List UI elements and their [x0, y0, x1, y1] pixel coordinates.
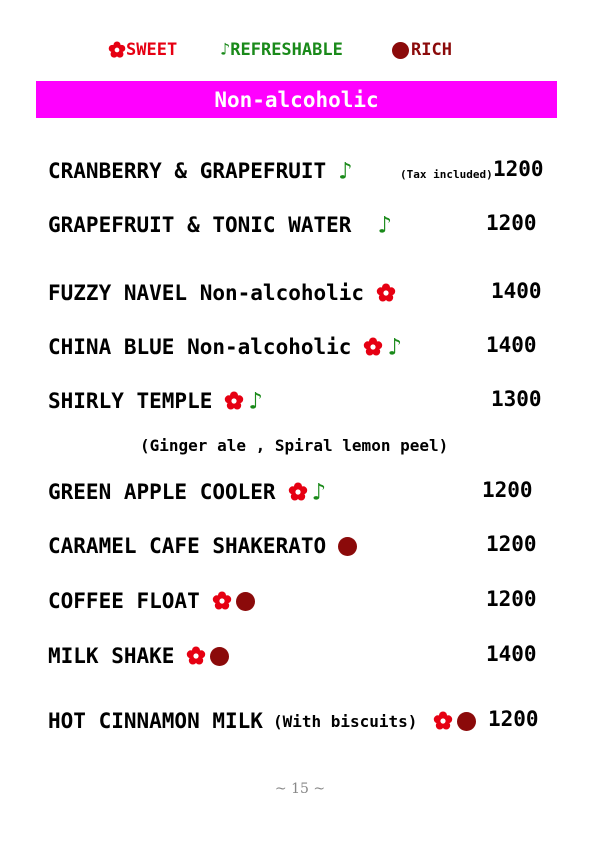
flower-icon — [108, 41, 126, 59]
dot-icon — [457, 712, 476, 731]
flavor-marks — [376, 283, 396, 303]
flower-icon — [363, 337, 383, 357]
menu-item-name: HOT CINNAMON MILK — [48, 709, 263, 733]
section-banner — [36, 81, 557, 118]
legend-refreshable-label: REFRESHABLE — [230, 40, 343, 60]
menu-item-extra: (With biscuits) — [272, 711, 418, 731]
music-note-icon: ♪ — [311, 478, 327, 506]
menu-item-name: COFFEE FLOAT — [48, 589, 200, 613]
flower-icon — [212, 591, 232, 611]
music-note-icon: ♪ — [220, 40, 231, 60]
legend-rich — [392, 40, 452, 60]
legend-sweet — [108, 40, 177, 60]
menu-item — [48, 386, 548, 416]
flavor-marks — [186, 646, 229, 666]
flower-icon — [186, 646, 206, 666]
flavor-marks — [363, 335, 401, 359]
legend-rich-label: RICH — [411, 40, 452, 60]
menu-item-name: GREEN APPLE COOLER — [48, 480, 276, 504]
legend-refreshable — [220, 40, 343, 60]
flower-icon — [288, 482, 308, 502]
dot-icon — [236, 592, 255, 611]
menu-item-price: 1200 — [493, 157, 544, 181]
menu-item-price: 1400 — [486, 642, 537, 666]
music-note-icon: ♪ — [377, 211, 392, 239]
music-note-icon: ♪ — [387, 333, 402, 361]
menu-item-price: 1200 — [486, 587, 537, 611]
tax-note: (Tax included) — [400, 168, 493, 181]
menu-item-name: GRAPEFRUIT & TONIC WATER — [48, 213, 352, 237]
menu-item-name: CHINA BLUE Non-alcoholic — [48, 335, 352, 359]
music-note-icon: ♪ — [338, 157, 353, 185]
menu-item — [48, 477, 548, 507]
flower-icon — [376, 283, 396, 303]
menu-item — [48, 641, 548, 671]
item-description: (Ginger ale , Spiral lemon peel) — [140, 436, 449, 455]
page-number: ~ 15 ~ — [274, 781, 326, 797]
legend-sweet-label: SWEET — [126, 40, 178, 60]
menu-item — [48, 586, 548, 616]
menu-item-price: 1300 — [491, 387, 542, 411]
menu-item-name: CARAMEL CAFE SHAKERATO — [48, 534, 327, 558]
flavor-marks — [338, 537, 357, 556]
menu-item-price: 1200 — [488, 707, 539, 731]
dot-icon — [338, 537, 357, 556]
section-title: Non-alcoholic — [214, 87, 379, 112]
flower-icon — [224, 391, 244, 411]
flavor-marks — [224, 389, 262, 413]
menu-item-name: CRANBERRY & GRAPEFRUIT — [48, 159, 327, 183]
menu-item-price: 1200 — [482, 478, 533, 502]
menu-item-name: FUZZY NAVEL Non-alcoholic — [48, 281, 365, 305]
menu-item — [48, 278, 548, 308]
menu-item-name: SHIRLY TEMPLE — [48, 389, 213, 413]
flavor-marks — [377, 213, 391, 237]
flavor-marks — [212, 591, 255, 611]
flower-icon — [433, 711, 453, 731]
legend — [0, 40, 600, 66]
menu-item — [48, 706, 548, 736]
menu-item — [48, 210, 548, 240]
dot-icon — [392, 42, 409, 59]
menu-item — [48, 531, 548, 561]
menu-item-price: 1200 — [486, 532, 537, 556]
menu-item-price: 1400 — [491, 279, 542, 303]
menu-item-price: 1400 — [486, 333, 537, 357]
menu-item-price: 1200 — [486, 211, 537, 235]
menu-item — [48, 332, 548, 362]
menu-item-name: MILK SHAKE — [48, 644, 175, 668]
music-note-icon: ♪ — [248, 387, 263, 415]
flavor-marks — [338, 159, 352, 183]
flavor-marks — [288, 480, 326, 504]
dot-icon — [210, 647, 229, 666]
flavor-marks — [433, 711, 476, 731]
